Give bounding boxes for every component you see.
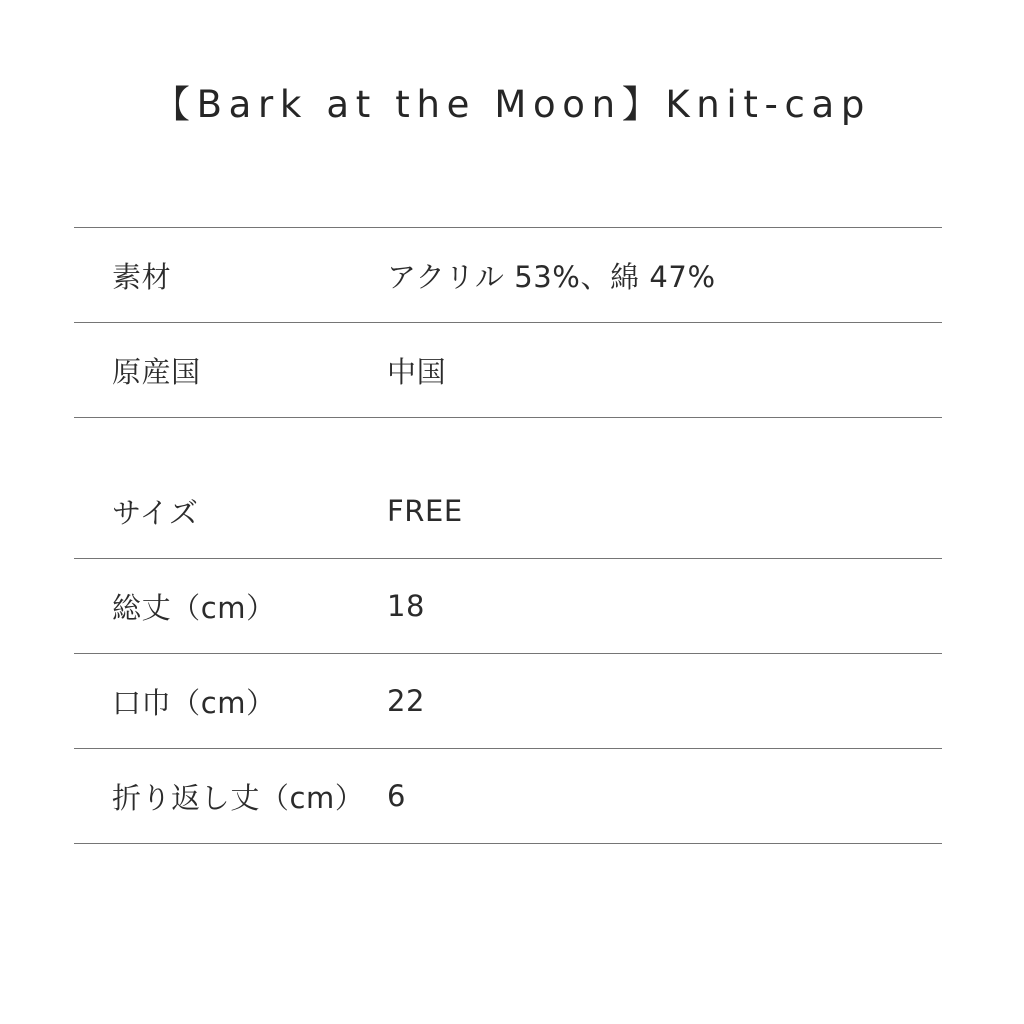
row-value: 6 [387,779,407,813]
row-label: 原産国 [112,354,201,389]
table-row-size [74,464,942,559]
row-label: サイズ [112,495,199,530]
spec-section-size [74,464,942,844]
spec-section-materials [74,227,942,418]
row-label: 折り返し丈（cm） [112,780,365,815]
table-row-origin [74,323,942,418]
row-value: 中国 [387,354,447,389]
row-value: 22 [387,684,426,718]
table-row-total-length [74,559,942,654]
table-row-opening-width [74,654,942,749]
row-label: 素材 [112,259,172,294]
spec-table [74,227,942,844]
row-value: FREE [387,494,463,528]
table-row-material [74,228,942,323]
page-title: 【Bark at the Moon】Knit-cap [152,83,872,126]
row-label: 口巾（cm） [112,685,276,720]
row-value: アクリル 53%、綿 47% [387,259,716,294]
row-value: 18 [387,589,426,623]
row-label: 総丈（cm） [112,590,276,625]
table-row-cuff-length [74,749,942,844]
